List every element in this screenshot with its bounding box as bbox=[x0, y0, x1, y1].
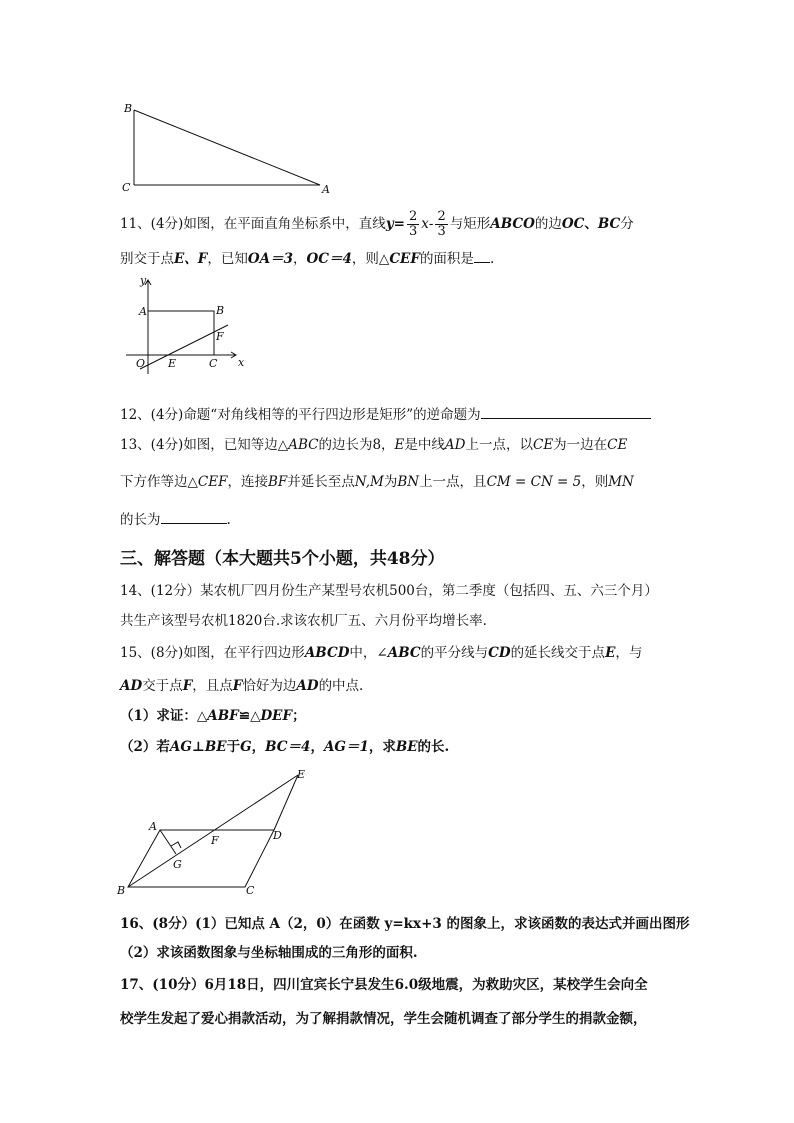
q11-y: y bbox=[385, 216, 394, 232]
label-b: B bbox=[117, 884, 126, 896]
figure-coordinate-rect bbox=[118, 274, 248, 378]
q13-nm: N,M bbox=[354, 474, 384, 490]
q15-abc: ABC bbox=[387, 645, 421, 661]
q15-l1e: 的延长线交于点 bbox=[510, 645, 606, 661]
right-angle-mark bbox=[171, 842, 181, 848]
q15-ad2: AD bbox=[296, 678, 319, 694]
q15-line2 bbox=[120, 676, 363, 696]
q11-oc: OC bbox=[561, 216, 585, 232]
q11-cef: CEF bbox=[389, 251, 420, 267]
q13-l1a: 如图，已知等边△ bbox=[183, 437, 289, 453]
q15-l2d: 的中点. bbox=[318, 678, 364, 694]
q15-l2c: 恰好为边 bbox=[242, 678, 297, 694]
label-e: E bbox=[168, 357, 177, 370]
label-d: D bbox=[273, 829, 282, 842]
q11-line1 bbox=[120, 210, 634, 239]
label-y: y bbox=[140, 274, 147, 287]
q16-line1: 16、(8分）(1）已知点 A（2，0）在函数 y=kx+3 的图象上，求该函数的表达式并画出图形 bbox=[120, 916, 690, 932]
q11-line2 bbox=[120, 248, 494, 269]
edge-ba bbox=[134, 110, 320, 185]
q11-text: 如图，在平面直角坐标系中，直线 bbox=[183, 216, 386, 232]
q13-bn: BN bbox=[397, 474, 420, 490]
q15-cd: CD bbox=[488, 645, 511, 661]
q15-part2 bbox=[120, 737, 449, 757]
q13-ce2: CE bbox=[607, 437, 628, 453]
q15-l1f: ，与 bbox=[615, 645, 643, 661]
q11-bc: BC bbox=[597, 216, 621, 232]
q15-g: G bbox=[240, 739, 252, 755]
q15-line1 bbox=[120, 643, 642, 663]
frac2-num: 2 bbox=[437, 209, 446, 224]
label-b: B bbox=[216, 304, 225, 317]
q15-p2b: 于 bbox=[226, 739, 241, 755]
q14-line2: 共生产该型号农机1820台.求该农机厂五、六月份平均增长率. bbox=[120, 613, 487, 629]
q11-number: 11、(4分) bbox=[120, 216, 184, 232]
q11-text2: 与矩形 bbox=[449, 216, 491, 232]
q13-l3a: 的长为 bbox=[120, 512, 161, 528]
label-c: C bbox=[209, 357, 218, 370]
q11-l2c: ，则△ bbox=[351, 251, 390, 267]
q11-oc4: OC＝4 bbox=[306, 251, 352, 267]
q12-number: 12、(4分) bbox=[120, 407, 184, 423]
q15-part1 bbox=[120, 706, 306, 726]
label-o: O bbox=[136, 357, 146, 370]
q13-answer-blank bbox=[161, 509, 227, 524]
q15-l1c: 中，∠ bbox=[349, 645, 388, 661]
q15-f: F bbox=[182, 678, 193, 694]
q15-p1end: ； bbox=[292, 708, 306, 724]
q13-abc: ABC bbox=[288, 437, 319, 453]
q11-l2d: 的面积是 bbox=[419, 251, 474, 267]
q11-answer-blank bbox=[474, 248, 490, 263]
q12-text: 命题“对角线相等的平行四边形是矩形”的逆命题为 bbox=[183, 407, 481, 423]
q13-bf: BF bbox=[267, 474, 288, 490]
q13-line1 bbox=[120, 435, 627, 455]
q15-perp: ⊥ bbox=[191, 739, 205, 755]
section-3-heading: 三、解答题（本大题共5个小题，共48分） bbox=[120, 549, 445, 569]
label-f: F bbox=[216, 330, 224, 343]
q13-number: 13、(4分) bbox=[120, 437, 184, 453]
q11-x: x bbox=[421, 216, 429, 232]
line-ag bbox=[160, 830, 176, 854]
label-a: A bbox=[322, 183, 330, 196]
q15-l2a: 交于点 bbox=[142, 678, 183, 694]
label-c: C bbox=[122, 181, 131, 194]
q15-be: BE bbox=[204, 739, 227, 755]
q11-text3: 的边 bbox=[534, 216, 562, 232]
q11-oa: OA＝3 bbox=[247, 251, 294, 267]
q13-ad: AD bbox=[444, 437, 466, 453]
figure-triangle-bca bbox=[118, 100, 338, 196]
q15-def: DEF bbox=[260, 708, 293, 724]
label-e: E bbox=[297, 768, 306, 781]
q13-l1d: 上一点，以 bbox=[465, 437, 533, 453]
q15-l2b: ，且点 bbox=[192, 678, 233, 694]
frac1-den: 3 bbox=[408, 224, 418, 239]
q13-line2 bbox=[120, 472, 634, 492]
q11-fraction-2 bbox=[435, 210, 447, 239]
q13-l2b: ，连接 bbox=[227, 474, 268, 490]
label-a: A bbox=[149, 820, 157, 833]
q14-line1: 14、(12分）某农机厂四月份生产某型号农机500台，第二季度（包括四、五、六三个月） bbox=[120, 583, 658, 599]
q15-l1d: 的平分线与 bbox=[420, 645, 489, 661]
q13-l2d: 为 bbox=[383, 474, 398, 490]
q11-end: . bbox=[489, 251, 495, 267]
q13-e: E bbox=[394, 437, 405, 453]
q15-f2: F bbox=[232, 678, 243, 694]
q13-l2e: 上一点，且 bbox=[419, 474, 487, 490]
q15-p2f: 的长. bbox=[417, 739, 450, 755]
q13-cmcn: CM = CN = 5 bbox=[486, 474, 582, 490]
q12-answer-blank bbox=[481, 404, 651, 419]
q13-cef: CEF bbox=[197, 474, 228, 490]
q15-be2: BE bbox=[395, 739, 418, 755]
q15-abf: ABF bbox=[207, 708, 239, 724]
q11-abco: ABCO bbox=[490, 216, 535, 232]
label-b: B bbox=[124, 102, 133, 115]
q11-fraction-1 bbox=[407, 210, 419, 239]
q15-p2d: ， bbox=[310, 739, 324, 755]
q15-ad: AD bbox=[120, 678, 143, 694]
q11-sep: 、 bbox=[584, 216, 598, 232]
label-g: G bbox=[173, 858, 182, 871]
q13-l2a: 下方作等边△ bbox=[120, 474, 198, 490]
q11-l2a: 别交于点 bbox=[120, 251, 174, 267]
q15-l1a: 15、(8分) bbox=[120, 645, 184, 661]
q15-ag1: AG＝1 bbox=[323, 739, 369, 755]
q13-l1c: 是中线 bbox=[404, 437, 445, 453]
q13-l2f: ，则 bbox=[581, 474, 609, 490]
figure-parallelogram bbox=[115, 766, 315, 896]
q15-ag: AG bbox=[169, 739, 192, 755]
q13-l2c: 并延长至点 bbox=[287, 474, 355, 490]
q13-mn: MN bbox=[608, 474, 634, 490]
frac1-num: 2 bbox=[408, 209, 418, 224]
q13-l1e: 为一边在 bbox=[553, 437, 608, 453]
frac2-den: 3 bbox=[437, 224, 446, 239]
q16-line2: （2）求该函数图象与坐标轴围成的三角形的面积. bbox=[120, 945, 418, 961]
q11-comma: ， bbox=[293, 251, 307, 267]
q15-cong: ≌△ bbox=[238, 708, 261, 724]
q13-ce: CE bbox=[532, 437, 554, 453]
q15-bc4: BC＝4 bbox=[265, 739, 311, 755]
q15-abcd: ABCD bbox=[304, 645, 350, 661]
label-a: A bbox=[139, 305, 147, 318]
q11-ef: E、F bbox=[174, 251, 208, 267]
q15-e: E bbox=[605, 645, 616, 661]
label-x: x bbox=[238, 356, 245, 369]
q15-p2a: （2）若 bbox=[120, 739, 170, 755]
q13-line3 bbox=[120, 509, 231, 530]
q15-p2e: ，求 bbox=[368, 739, 396, 755]
q12-line bbox=[120, 404, 651, 425]
q13-end: . bbox=[226, 512, 231, 528]
q11-fen: 分 bbox=[620, 216, 634, 232]
label-f: F bbox=[211, 834, 219, 847]
q13-l1b: 的边长为8， bbox=[318, 437, 395, 453]
q15-l1b: 如图，在平行四边形 bbox=[183, 645, 305, 661]
label-c: C bbox=[246, 884, 255, 896]
q17-line2: 校学生发起了爱心捐款活动，为了解捐款情况，学生会随机调查了部分学生的捐款金额， bbox=[120, 1011, 647, 1027]
q11-minus: - bbox=[428, 216, 434, 232]
q11-l2b: ，已知 bbox=[207, 251, 248, 267]
q11-eq: = bbox=[393, 216, 405, 232]
q15-p2c: ， bbox=[251, 739, 266, 755]
q17-line1: 17、(10分）6月18日，四川宜宾长宁县发生6.0级地震，为救助灾区，某校学生会向全 bbox=[120, 977, 648, 993]
q15-p1a: （1）求证：△ bbox=[120, 708, 208, 724]
